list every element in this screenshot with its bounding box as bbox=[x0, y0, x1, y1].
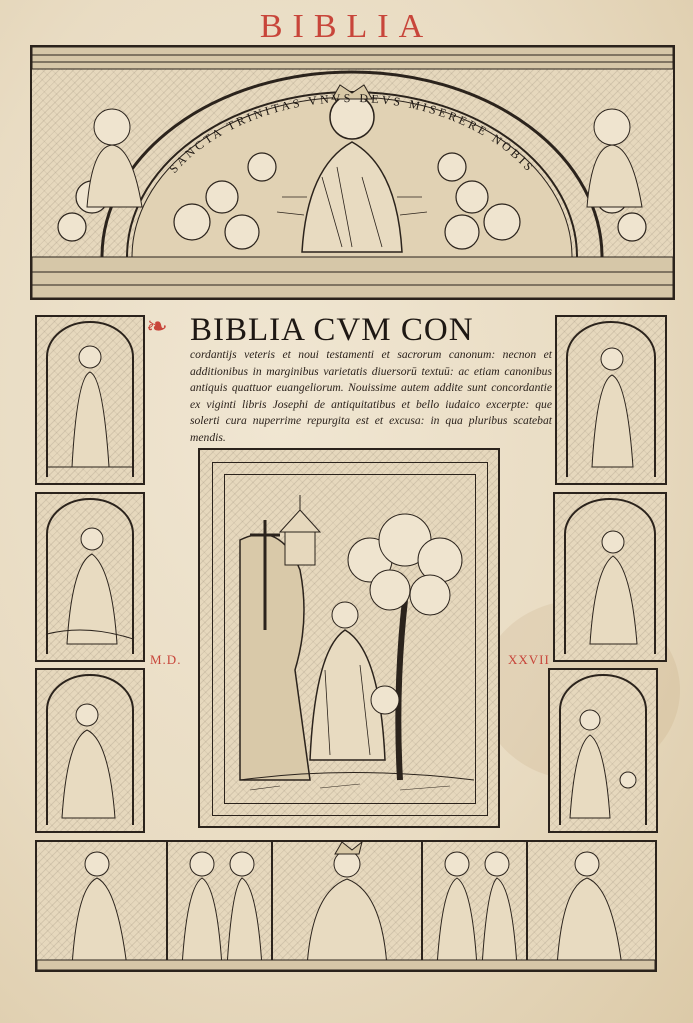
woodcut-left-3-art bbox=[37, 670, 143, 831]
bottom-woodcut bbox=[35, 840, 657, 972]
rubric-mark: ❧ bbox=[146, 312, 168, 342]
woodcut-right-1 bbox=[555, 315, 667, 485]
woodcut-right-3 bbox=[548, 668, 658, 833]
woodcut-right-1-art bbox=[557, 317, 665, 483]
title-body-text: cordantijs veteris et noui testamenti et sacrorum canonum: necnon et additionibus in marginibus varietatis diuersorū textuū: ac etiam canonibus antiquis quattuor euangeliorum. Nouissime autem addite sunt concordantie ex viginti libris Josephi de antiquitatibus et bello iudaico excerpte: que solerti cura nuperrime repurgita est et excusa: in qua pluribus scatebat mendis. bbox=[190, 348, 552, 444]
woodcut-right-2 bbox=[553, 492, 667, 662]
date-left: M.D. bbox=[150, 652, 182, 667]
woodcut-left-1-art bbox=[37, 317, 143, 483]
arch-woodcut bbox=[30, 45, 675, 300]
central-woodcut bbox=[198, 448, 500, 828]
woodcut-left-2-art bbox=[37, 494, 143, 660]
header-title: BIBLIA bbox=[259, 8, 434, 45]
bottom-woodcut-art bbox=[37, 842, 655, 970]
date-right: XXVII bbox=[508, 652, 550, 667]
arch-inscription: SANCTA TRINITAS VNVS DEVS MISERERE NOBIS bbox=[166, 90, 538, 176]
woodcut-left-1 bbox=[35, 315, 145, 485]
woodcut-right-3-art bbox=[550, 670, 656, 831]
arch-inscription-layer bbox=[32, 47, 673, 298]
woodcut-left-2 bbox=[35, 492, 145, 662]
main-title: BIBLIA CVM CON bbox=[190, 312, 474, 348]
woodcut-left-3 bbox=[35, 668, 145, 833]
svg-text:SANCTA TRINITAS VNVS DEVS MISE bbox=[166, 91, 537, 176]
woodcut-right-2-art bbox=[555, 494, 665, 660]
central-woodcut-art bbox=[200, 450, 498, 826]
